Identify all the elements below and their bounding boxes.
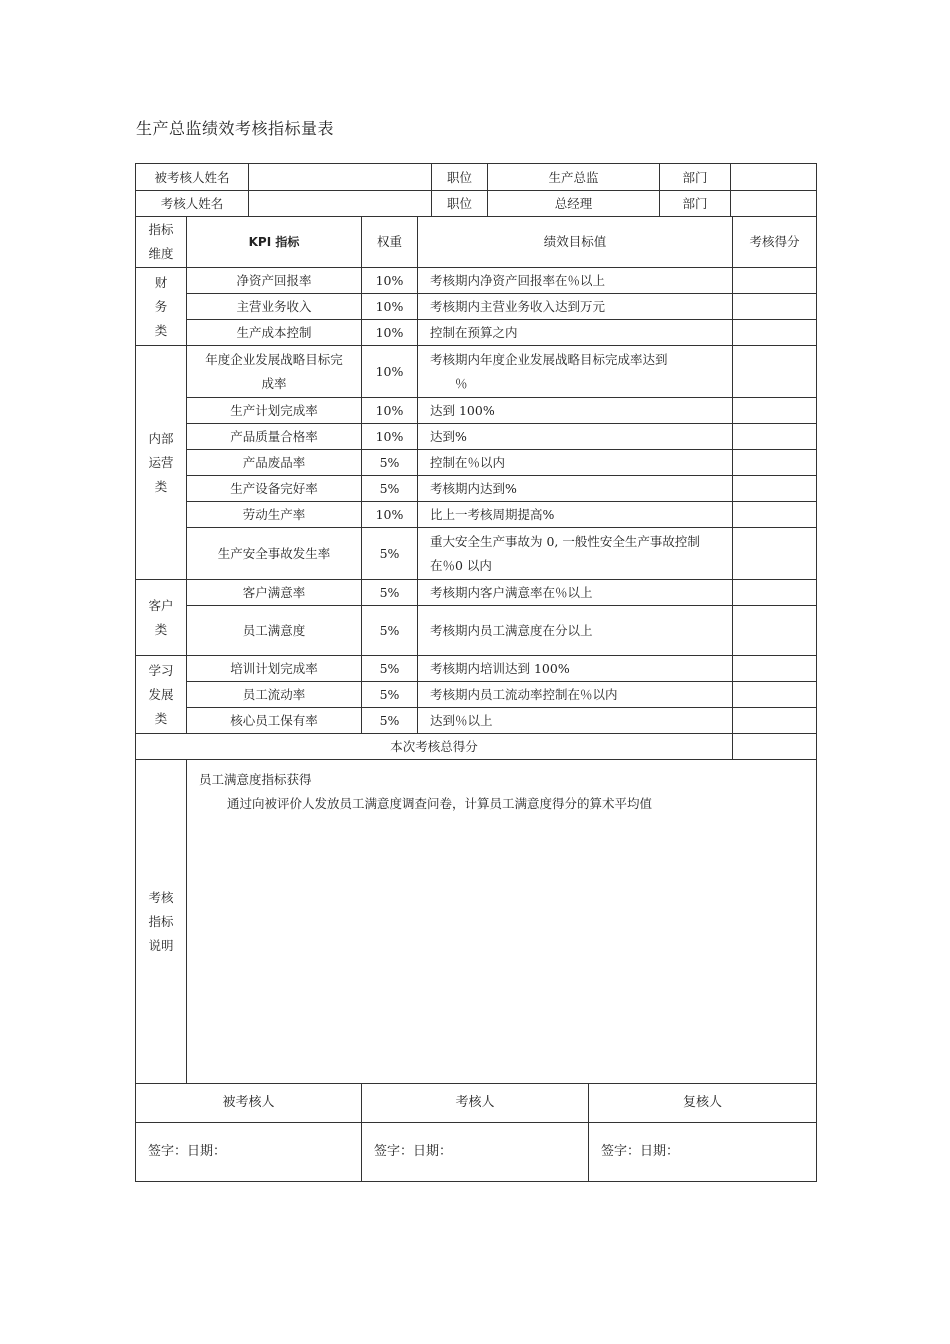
notes-content [187,760,817,1084]
kpi-name: 生产成本控制 [187,320,362,346]
kpi-score-field[interactable] [733,502,817,528]
assessee-sign-date[interactable]: 签字：日期： [136,1123,362,1182]
kpi-name: 员工流动率 [187,682,362,708]
assessee-name-label: 被考核人姓名 [136,164,249,191]
kpi-weight: 5% [362,450,418,476]
assessor-sign-date[interactable]: 签字：日期： [362,1123,589,1182]
kpi-score-field[interactable] [733,656,817,682]
table-row [136,580,817,606]
notes-label: 考核 指标 说明 [136,760,187,1084]
notes-line-2: 通过向被评价人发放员工满意度调查问卷，计算员工满意度得分的算术平均值 [227,796,653,811]
kpi-weight: 5% [362,656,418,682]
kpi-target: 考核期内员工流动率控制在％以内 [418,682,733,708]
kpi-name: 生产安全事故发生率 [187,528,362,580]
signature-table [135,1083,817,1182]
assessor-name-field[interactable] [249,191,432,217]
assessee-position-value: 生产总监 [488,164,660,191]
kpi-weight: 10% [362,398,418,424]
table-row [136,606,817,656]
kpi-target: 考核期内达到% [418,476,733,502]
kpi-weight: 5% [362,528,418,580]
kpi-weight: 10% [362,268,418,294]
kpi-weight: 10% [362,320,418,346]
assessor-sign-label: 考核人 [362,1084,589,1123]
kpi-name: 年度企业发展战略目标完 成率 [187,346,362,398]
total-score-field[interactable] [733,734,817,760]
assessee-dept-label: 部门 [660,164,731,191]
kpi-score-field[interactable] [733,398,817,424]
assessor-dept-field[interactable] [731,191,817,217]
kpi-sheet [135,163,816,1182]
kpi-score-field[interactable] [733,708,817,734]
table-row [136,502,817,528]
table-row [136,268,817,294]
kpi-score-field[interactable] [733,682,817,708]
kpi-weight: 5% [362,682,418,708]
kpi-name: 生产计划完成率 [187,398,362,424]
assessor-position-value: 总经理 [488,191,660,217]
kpi-score-field[interactable] [733,450,817,476]
header-dimension: 指标 维度 [136,217,187,268]
kpi-name: 核心员工保有率 [187,708,362,734]
kpi-score-field[interactable] [733,346,817,398]
kpi-weight: 10% [362,424,418,450]
kpi-name: 员工满意度 [187,606,362,656]
kpi-score-field[interactable] [733,268,817,294]
kpi-weight: 10% [362,294,418,320]
assessee-sign-label: 被考核人 [136,1084,362,1123]
kpi-weight: 5% [362,476,418,502]
dimension-label: 内部 运营 类 [136,346,187,580]
table-row [136,424,817,450]
assessee-position-label: 职位 [432,164,488,191]
table-row [136,294,817,320]
kpi-name: 劳动生产率 [187,502,362,528]
kpi-name: 客户满意率 [187,580,362,606]
header-score: 考核得分 [733,217,817,268]
table-row [136,682,817,708]
assessor-dept-label: 部门 [660,191,731,217]
kpi-name: 产品废品率 [187,450,362,476]
kpi-target: 控制在预算之内 [418,320,733,346]
kpi-weight: 10% [362,502,418,528]
kpi-weight: 5% [362,580,418,606]
dimension-label: 财 务 类 [136,268,187,346]
kpi-target: 达到% [418,424,733,450]
kpi-target: 考核期内年度企业发展战略目标完成率达到 ％ [418,346,733,398]
kpi-target: 考核期内培训达到 100% [418,656,733,682]
kpi-target: 达到 100% [418,398,733,424]
kpi-score-field[interactable] [733,424,817,450]
reviewer-sign-label: 复核人 [589,1084,817,1123]
kpi-score-field[interactable] [733,476,817,502]
table-row [136,656,817,682]
kpi-target: 考核期内员工满意度在分以上 [418,606,733,656]
table-row [136,320,817,346]
assessee-name-field[interactable] [249,164,432,191]
table-row [136,708,817,734]
table-row [136,398,817,424]
info-table [135,163,817,217]
kpi-name: 生产设备完好率 [187,476,362,502]
kpi-score-field[interactable] [733,528,817,580]
assessor-name-label: 考核人姓名 [136,191,249,217]
kpi-target: 考核期内净资产回报率在％以上 [418,268,733,294]
table-row [136,528,817,580]
kpi-name: 培训计划完成率 [187,656,362,682]
kpi-score-field[interactable] [733,294,817,320]
kpi-weight: 5% [362,606,418,656]
kpi-name: 主营业务收入 [187,294,362,320]
assessee-dept-field[interactable] [731,164,817,191]
reviewer-sign-date[interactable]: 签字：日期： [589,1123,817,1182]
table-row [136,346,817,398]
total-notes-table [135,733,817,1084]
kpi-weight: 10% [362,346,418,398]
kpi-target: 比上一考核周期提高% [418,502,733,528]
header-weight: 权重 [362,217,418,268]
kpi-score-field[interactable] [733,580,817,606]
header-target: 绩效目标值 [418,217,733,268]
assessor-position-label: 职位 [432,191,488,217]
header-kpi: KPI 指标 [187,217,362,268]
kpi-target: 考核期内客户满意率在％以上 [418,580,733,606]
notes-line-1: 员工满意度指标获得 [199,772,312,787]
page-title: 生产总监绩效考核指标量表 [136,119,335,138]
table-row [136,450,817,476]
kpi-target: 重大安全生产事故为 0, 一般性安全生产事故控制 在％0 以内 [418,528,733,580]
kpi-score-field[interactable] [733,606,817,656]
kpi-target: 控制在％以内 [418,450,733,476]
kpi-score-field[interactable] [733,320,817,346]
total-score-label: 本次考核总得分 [136,734,733,760]
table-row [136,476,817,502]
kpi-weight: 5% [362,708,418,734]
kpi-table [135,216,817,734]
kpi-target: 达到％以上 [418,708,733,734]
dimension-label: 学习 发展 类 [136,656,187,734]
kpi-target: 考核期内主营业务收入达到万元 [418,294,733,320]
dimension-label: 客户 类 [136,580,187,656]
kpi-name: 净资产回报率 [187,268,362,294]
kpi-name: 产品质量合格率 [187,424,362,450]
